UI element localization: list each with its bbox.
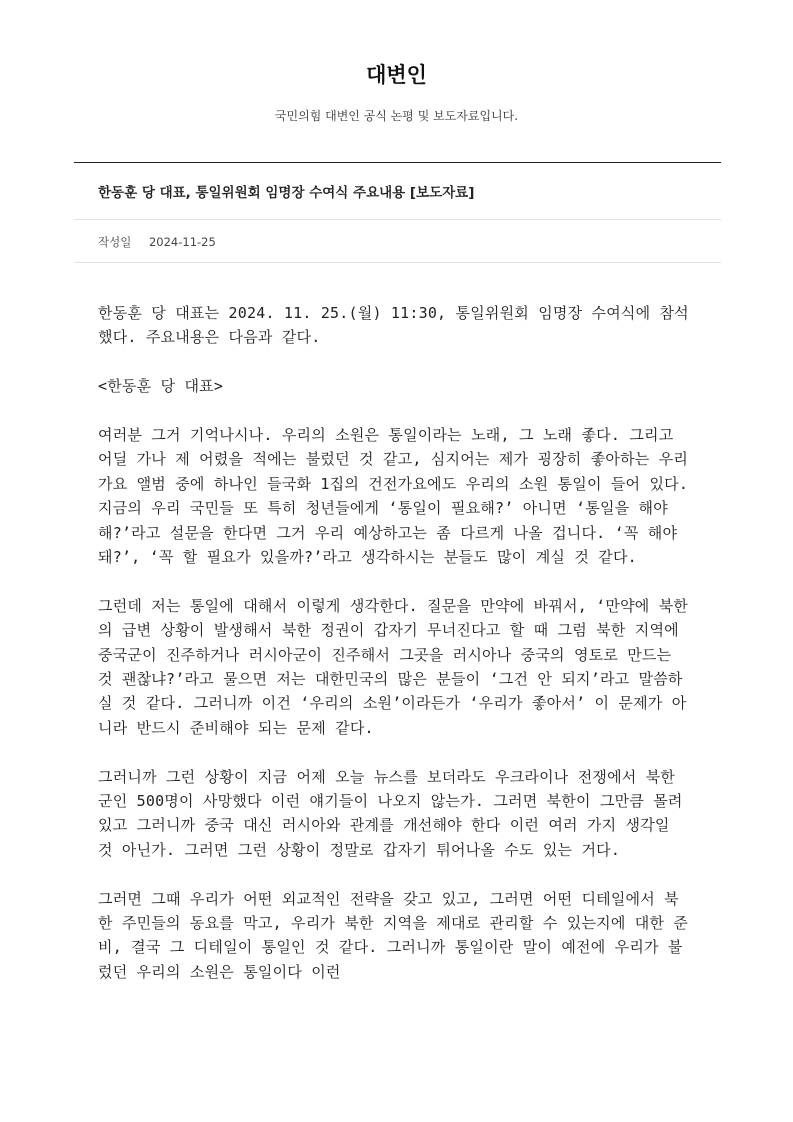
post-date: 2024-11-25: [148, 235, 216, 249]
post-meta: [74, 220, 721, 263]
date-label: 작성일: [98, 235, 132, 249]
paragraph: 그러니까 그런 상황이 지금 어제 오늘 뉴스를 보더라도 우크라이나 전쟁에서 북한 군인 500명이 사망했다 이런 얘기들이 나오지 않는가. 그러면 북한이 그만큼 몰려 있고 그러니까 중국 대신 러시아와 관계를 개선해야 한다 이런 여러 가지 생각일 것 아닌가. 그러면 그런 상황이 정말로 갑자기 튀어나올 수도 있는 거다.: [98, 767, 683, 859]
paragraph: 그런데 저는 통일에 대해서 이렇게 생각한다. 질문을 만약에 바꿔서, ‘만약에 북한의 급변 상황이 발생해서 북한 정권이 갑자기 무너진다고 할 때 그럼 북한 지역에 중국군이 진주하거나 러시아군이 진주해서 그곳을 러시아나 중국의 영토로 만드는 것 괜찮냐?’라고 물으면 저는 대한민국의 많은 분들이 ‘그건 안 되지’라고 말씀하실 것 같다. 그러니까 이건 ‘우리의 소원’이라든가 ‘우리가 좋아서’ 이 문제가 아니라 반드시 준비해야 되는 문제 같다.: [98, 596, 689, 737]
site-title[interactable]: 대변인: [366, 63, 427, 87]
paragraph: 그러면 그때 우리가 어떤 외교적인 전략을 갖고 있고, 그러면 어떤 디테일에서 북한 주민들의 동요를 막고, 우리가 북한 지역을 제대로 관리할 수 있는지에 대한 준비, 결국 그 디테일이 통일인 것 같다. 그러니까 통일이란 말이 예전에 우리가 불렀던 우리의 소원은 통일이다 이런: [98, 889, 689, 981]
post-article: [74, 162, 721, 1009]
paragraph-speaker: <한동훈 당 대표>: [98, 377, 224, 396]
post-body: [74, 263, 721, 984]
post-title: 한동훈 당 대표, 통일위원회 임명장 수여식 주요내용 [보도자료]: [74, 163, 721, 220]
site-header: [0, 0, 793, 125]
site-subtitle: 국민의힘 대변인 공식 논평 및 보도자료입니다.: [274, 109, 519, 123]
paragraph-intro: 한동훈 당 대표는 2024. 11. 25.(월) 11:30, 통일위원회 임명장 수여식에 참석했다. 주요내용은 다음과 같다.: [98, 304, 689, 347]
paragraph: 여러분 그거 기억나시나. 우리의 소원은 통일이라는 노래, 그 노래 좋다. 그리고 어딜 가나 제 어렸을 적에는 불렀던 것 같고, 심지어는 제가 굉장히 좋아하는 우리 가요 앨범 중에 하나인 들국화 1집의 건전가요에도 우리의 소원 통일이 들어 있다. 지금의 우리 국민들 또 특히 청년들에게 ‘통일이 필요해?’ 아니면 ‘통일을 해야 해?’라고 설문을 한다면 그거 우리 예상하고는 좀 다르게 나올 겁니다. ‘꼭 해야 돼?’, ‘꼭 할 필요가 있을까?’라고 생각하시는 분들도 많이 계실 것 같다.: [98, 426, 689, 567]
